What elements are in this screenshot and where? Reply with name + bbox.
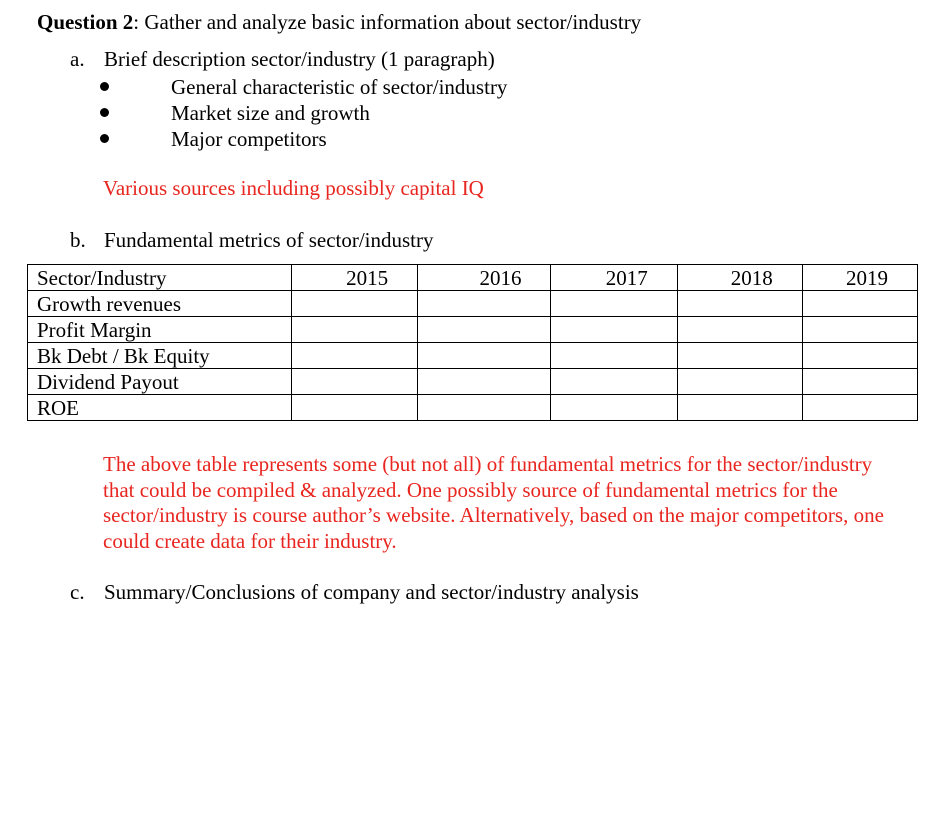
table-cell [551,291,677,317]
table-header-cell: Sector/Industry [28,265,292,291]
table-cell [551,317,677,343]
table-row-label: ROE [28,395,292,421]
table-cell [802,343,917,369]
table-row-label: Dividend Payout [28,369,292,395]
table-cell [677,343,802,369]
table-cell [418,317,551,343]
table-header-cell: 2017 [551,265,677,291]
table-row [28,343,918,369]
table-row [28,395,918,421]
table-cell [291,369,417,395]
section-b-note: The above table represents some (but not all) of fundamental metrics for the sector/industry that could be compiled & analyzed. One possibly source of fundamental metrics for the sector/industry is course author’s website. Alternatively, based on the major competitors, one could create data for their industry. [103,452,884,553]
section-b-marker: b. [70,228,86,252]
table-header-cell: 2019 [802,265,917,291]
section-a-marker: a. [70,47,85,71]
table-cell [802,291,917,317]
section-a-heading [70,47,495,72]
metrics-table [27,264,918,421]
table-cell [551,369,677,395]
bullet-dot-icon [100,82,109,91]
table-row-label: Profit Margin [28,317,292,343]
table-cell [418,369,551,395]
question-title [37,10,641,35]
section-c-heading-text: Summary/Conclusions of company and sector/industry analysis [104,580,639,604]
table-row-label: Growth revenues [28,291,292,317]
table-cell [677,317,802,343]
section-c-heading [70,580,639,605]
table-header-cell: 2015 [291,265,417,291]
table-cell [291,343,417,369]
bullet-text: General characteristic of sector/industry [171,75,508,99]
table-row [28,369,918,395]
table-cell [551,343,677,369]
table-row-label: Bk Debt / Bk Equity [28,343,292,369]
table-cell [291,317,417,343]
table-cell [802,395,917,421]
table-cell [677,395,802,421]
table-row [28,317,918,343]
bullet-text: Major competitors [171,127,327,151]
table-cell [291,291,417,317]
table-header-cell: 2018 [677,265,802,291]
section-a-heading-text: Brief description sector/industry (1 paragraph) [104,47,495,71]
question-label: Question 2 [37,10,134,34]
bullet-text: Market size and growth [171,101,370,125]
section-a-note: Various sources including possibly capital IQ [103,176,484,200]
table-cell [418,291,551,317]
table-cell [418,343,551,369]
section-c-marker: c. [70,580,85,604]
table-cell [418,395,551,421]
bullet-dot-icon [100,134,109,143]
section-b-heading [70,228,434,253]
section-b-heading-text: Fundamental metrics of sector/industry [104,228,434,252]
table-cell [802,369,917,395]
table-cell [802,317,917,343]
table-cell [677,369,802,395]
question-title-text: : Gather and analyze basic information about sector/industry [133,10,642,34]
table-header-cell: 2016 [418,265,551,291]
table-header-row [28,265,918,291]
table-cell [291,395,417,421]
table-cell [551,395,677,421]
table-cell [677,291,802,317]
bullet-dot-icon [100,108,109,117]
table-row [28,291,918,317]
